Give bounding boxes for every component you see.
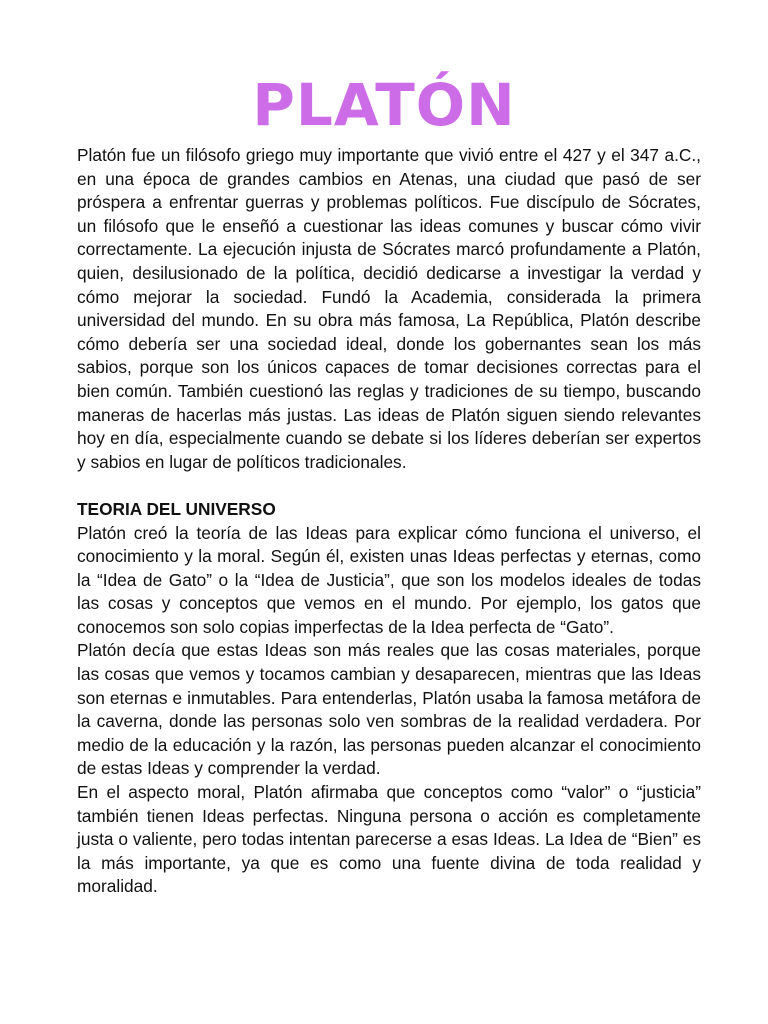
intro-paragraph: Platón fue un filósofo griego muy importante que vivió entre el 427 y el 347 a.C., en una época de grandes cambios en Atenas, una ciudad que pasó de ser próspera a enfrentar guerras y problemas políticos. Fue discípulo de Sócrates, un filósofo que le enseñó a cuestionar las ideas comunes y buscar cómo vivir correctamente. La ejecución injusta de Sócrates marcó profundamente a Platón, quien, desilusionado de la política, decidió dedicarse a investigar la verdad y cómo mejorar la sociedad. Fundó la Academia, considerada la primera universidad del mundo. En su obra más famosa, La República, Platón describe cómo debería ser una sociedad ideal, donde los gobernantes sean los más sabios, porque son los únicos capaces de tomar decisiones correctas para el bien común. También cuestionó las reglas y tradiciones de su tiempo, buscando maneras de hacerlas más justas. Las ideas de Platón siguen siendo relevantes hoy en día, especialmente cuando se debate si los líderes deberían ser expertos y sabios en lugar de políticos tradicionales. [77, 145, 701, 472]
document-body [77, 144, 701, 899]
section-heading: TEORIA DEL UNIVERSO [77, 498, 276, 519]
section-paragraph-ideas: Platón creó la teoría de las Ideas para explicar cómo funciona el universo, el conocimiento y la moral. Según él, existen unas Ideas perfectas y eternas, como la “Idea de Gato” o la “Idea de Justicia”, que son los modelos ideales de todas las cosas y conceptos que vemos en el mundo. Por ejemplo, los gatos que conocemos son solo copias imperfectas de la Idea perfecta de “Gato”. [77, 522, 701, 637]
section-paragraph-moral: En el aspecto moral, Platón afirmaba que conceptos como “valor” o “justicia” también tienen Ideas perfectas. Ninguna persona o acción es completamente justa o valiente, pero todas intentan parecerse a esas Ideas. La Idea de “Bien” es la más importante, ya que es como una fuente divina de toda realidad y moralidad. [77, 782, 701, 897]
page-title: PLATÓN [252, 71, 516, 139]
section-paragraph-reality: Platón decía que estas Ideas son más reales que las cosas materiales, porque las cosas que vemos y tocamos cambian y desaparecen, mientras que las Ideas son eternas e inmutables. Para entenderlas, Platón usaba la famosa metáfora de la caverna, donde las personas solo ven sombras de la realidad verdadera. Por medio de la educación y la razón, las personas pueden alcanzar el conocimiento de estas Ideas y comprender la verdad. [77, 640, 701, 779]
